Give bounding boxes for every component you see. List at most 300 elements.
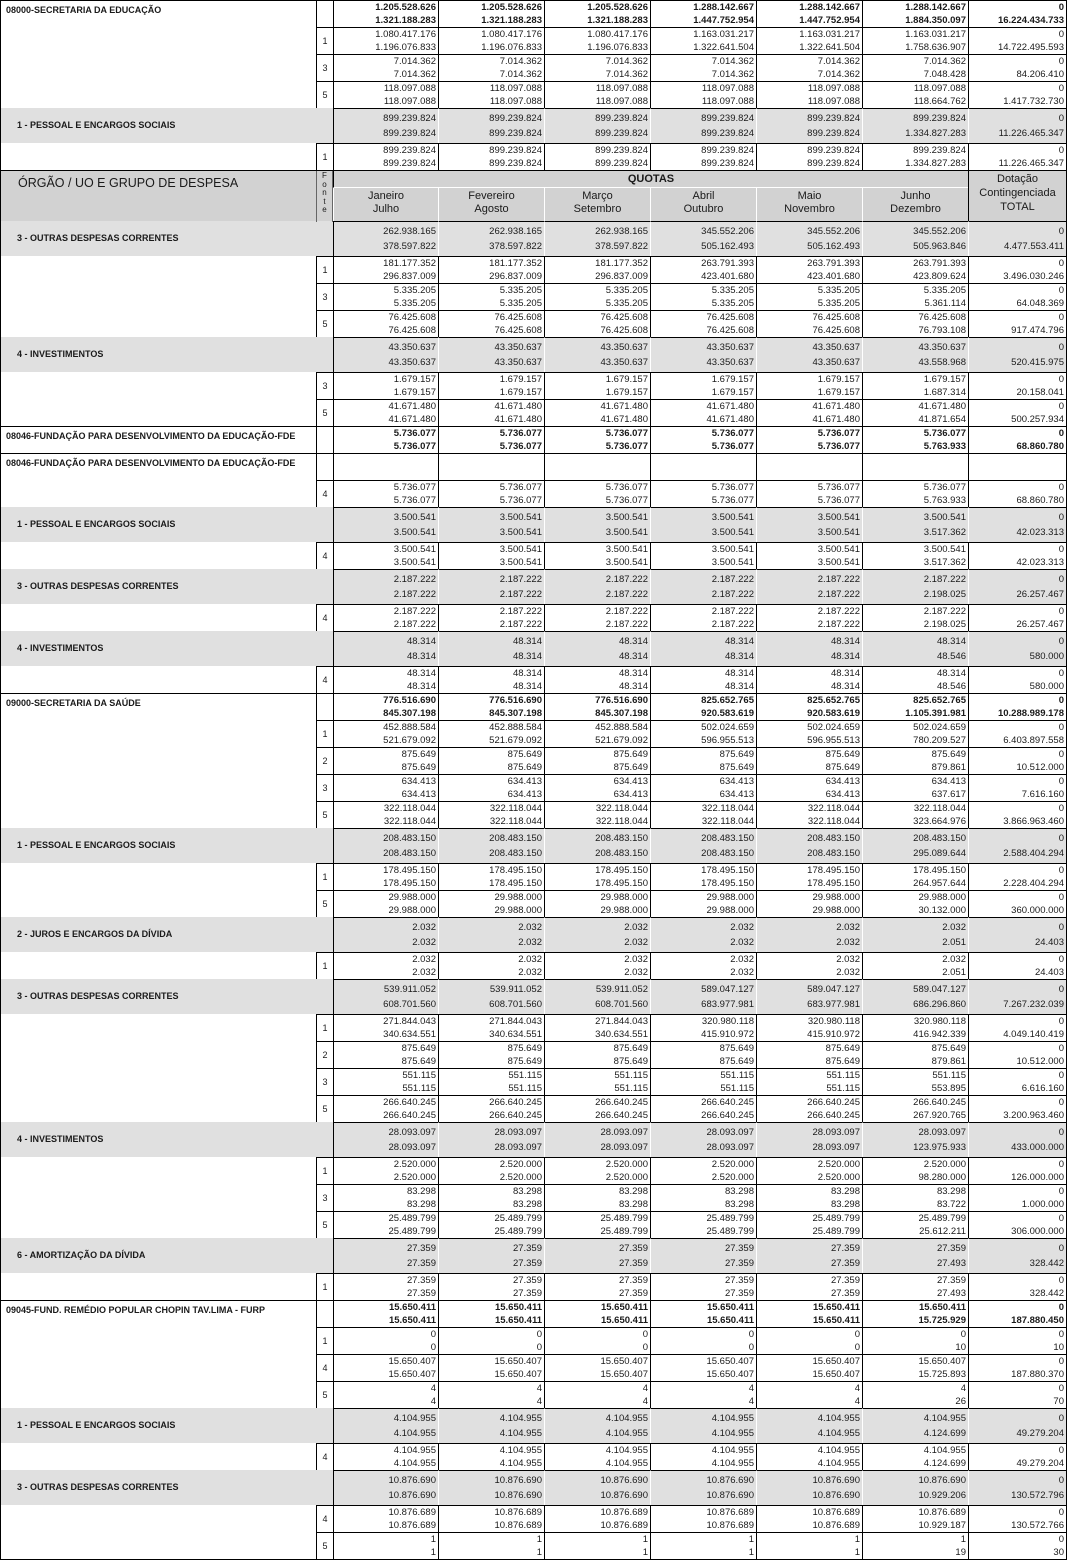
quota-first-half-value: 48.314 — [724, 636, 754, 647]
quota-second-half-value: 296.837.009 — [383, 271, 436, 282]
quota-second-half-value: 2.187.222 — [817, 589, 860, 600]
quota-second-half-value: 1.322.641.504 — [693, 42, 754, 53]
orgao-label: 08046-FUNDAÇÃO PARA DESENVOLVIMENTO DA EDUCAÇÃO-FDE — [0, 453, 316, 480]
contingenciada-total-cell — [968, 1354, 1067, 1381]
contingenciada-value: 0 — [1058, 668, 1064, 679]
quota-first-half-value: 875.649 — [825, 749, 860, 760]
quota-cell — [862, 54, 968, 81]
quota-cell — [756, 399, 862, 426]
quota-cell — [756, 1014, 862, 1041]
fonte-code: 1 — [316, 1273, 333, 1300]
contingenciada-value: 0 — [1058, 512, 1064, 523]
quota-first-half-value: 4.104.955 — [817, 1413, 860, 1424]
contingenciada-total-cell — [968, 979, 1067, 1014]
quota-second-half-value: 118.097.088 — [595, 96, 648, 107]
contingenciada-total-cell — [968, 952, 1067, 979]
quota-second-half-value: 1.687.314 — [923, 387, 966, 398]
quota-cell — [544, 1238, 650, 1273]
quota-first-half-value: 1 — [642, 1534, 648, 1545]
quota-second-half-value: 634.413 — [613, 789, 648, 800]
expense-group-label: 1 - PESSOAL E ENCARGOS SOCIAIS — [0, 507, 333, 542]
quota-first-half-value: 25.489.799 — [918, 1213, 966, 1224]
quota-first-half-value: 899.239.824 — [595, 113, 648, 124]
quota-cell — [650, 1470, 756, 1505]
fonte-row — [0, 1354, 1067, 1381]
row-label — [0, 81, 316, 108]
quota-cell — [544, 952, 650, 979]
quota-second-half-value: 899.239.824 — [807, 128, 860, 139]
quota-first-half-value: 322.118.044 — [807, 803, 860, 814]
quota-second-half-value: 1.679.157 — [499, 387, 542, 398]
quota-second-half-value: 7.048.428 — [923, 69, 966, 80]
contingenciada-value: 0 — [1058, 984, 1064, 995]
fonte-row — [0, 1211, 1067, 1238]
quota-second-half-value: 1.679.157 — [711, 387, 754, 398]
total-value: 3.200.963.460 — [1003, 1110, 1064, 1121]
contingenciada-value: 0 — [1058, 954, 1064, 965]
quota-cell — [438, 666, 544, 693]
expense-group-row — [0, 631, 1067, 666]
row-label — [0, 1095, 316, 1122]
quota-cell — [544, 143, 650, 170]
quota-second-half-value: 25.489.799 — [706, 1226, 754, 1237]
contingenciada-value: 0 — [1058, 606, 1064, 617]
quota-first-half-value: 271.844.043 — [489, 1016, 542, 1027]
quota-second-half-value: 2.187.222 — [711, 619, 754, 630]
quota-cell — [333, 1327, 438, 1354]
quota-second-half-value: 4 — [536, 1396, 542, 1407]
expense-group-row — [0, 1408, 1067, 1443]
quota-second-half-value: 2.198.025 — [923, 589, 966, 600]
quota-second-half-value: 899.239.824 — [701, 158, 754, 169]
quota-first-half-value: 41.671.480 — [494, 401, 542, 412]
fonte-code: 1 — [316, 1014, 333, 1041]
total-value: 6.403.897.558 — [1003, 735, 1064, 746]
quota-second-half-value: 266.640.245 — [807, 1110, 860, 1121]
quota-second-half-value: 178.495.150 — [595, 878, 648, 889]
quota-second-half-value: 3.500.541 — [711, 557, 754, 568]
quota-first-half-value: 5.335.205 — [711, 285, 754, 296]
quota-first-half-value: 539.911.052 — [489, 984, 542, 995]
quota-second-half-value: 1.447.752.954 — [693, 15, 754, 26]
quota-first-half-value: 2.032 — [624, 954, 648, 965]
quota-cell — [756, 1211, 862, 1238]
quota-second-half-value: 10.876.690 — [388, 1490, 436, 1501]
contingenciada-total-cell — [968, 283, 1067, 310]
quota-second-half-value: 423.809.624 — [913, 271, 966, 282]
quota-first-half-value: 5.736.077 — [817, 482, 860, 493]
fonte-row — [0, 1532, 1067, 1559]
quota-cell — [333, 1211, 438, 1238]
quota-second-half-value: 879.861 — [931, 1056, 966, 1067]
quota-cell — [756, 666, 862, 693]
quota-cell — [650, 1300, 756, 1327]
expense-group-row — [0, 221, 1067, 256]
quota-cell — [650, 1014, 756, 1041]
quota-first-half-value: 208.483.150 — [701, 833, 754, 844]
quota-cell — [862, 27, 968, 54]
contingenciada-total-cell — [968, 666, 1067, 693]
contingenciada-value: 0 — [1058, 922, 1064, 933]
quota-second-half-value: 521.679.092 — [383, 735, 436, 746]
contingenciada-value: 0 — [1058, 145, 1064, 156]
quota-cell — [650, 828, 756, 863]
quota-second-half-value: 43.350.637 — [494, 357, 542, 368]
contingenciada-total-cell — [968, 480, 1067, 507]
quota-cell — [756, 1327, 862, 1354]
contingenciada-total-cell — [968, 1014, 1067, 1041]
quota-first-half-value: 41.671.480 — [706, 401, 754, 412]
total-value: 24.403 — [1034, 967, 1064, 978]
contingenciada-total-cell — [968, 1068, 1067, 1095]
quota-first-half-value: 3.500.541 — [393, 544, 436, 555]
quota-second-half-value: 2.051 — [942, 937, 966, 948]
quota-first-half-value: 589.047.127 — [913, 984, 966, 995]
quota-second-half-value: 10.929.206 — [918, 1490, 966, 1501]
quota-first-half-value: 118.097.088 — [383, 83, 436, 94]
month-first-half: Abril — [692, 190, 715, 202]
quota-second-half-value: 637.617 — [931, 789, 966, 800]
total-value: 49.279.204 — [1016, 1428, 1064, 1439]
expense-group-row — [0, 108, 1067, 143]
total-value: 70 — [1053, 1396, 1064, 1407]
quota-cell — [650, 1238, 756, 1273]
quota-second-half-value: 48.314 — [830, 651, 860, 662]
quota-second-half-value: 2.051 — [942, 967, 966, 978]
quota-first-half-value: 181.177.352 — [595, 258, 648, 269]
total-value: 42.023.313 — [1016, 557, 1064, 568]
quota-cell — [333, 1532, 438, 1559]
quota-first-half-value: 262.938.165 — [489, 226, 542, 237]
quota-cell — [862, 81, 968, 108]
contingenciada-total-cell — [968, 507, 1067, 542]
quota-first-half-value: 502.024.659 — [913, 722, 966, 733]
quota-second-half-value: 3.500.541 — [499, 557, 542, 568]
quota-cell — [333, 0, 438, 27]
quota-first-half-value: 178.495.150 — [383, 865, 436, 876]
quota-cell — [862, 693, 968, 720]
quota-second-half-value: 4.104.955 — [605, 1458, 648, 1469]
quota-first-half-value: 2.187.222 — [499, 574, 542, 585]
quota-second-half-value: 28.093.097 — [600, 1142, 648, 1153]
quota-second-half-value: 208.483.150 — [383, 848, 436, 859]
quota-first-half-value: 15.650.407 — [706, 1356, 754, 1367]
quota-second-half-value: 15.650.411 — [388, 1315, 436, 1326]
quota-second-half-value: 0 — [430, 1342, 436, 1353]
quota-second-half-value: 43.350.637 — [388, 357, 436, 368]
quota-first-half-value: 4.104.955 — [499, 1445, 542, 1456]
fonte-code: 3 — [316, 1068, 333, 1095]
quota-cell — [650, 337, 756, 372]
quota-second-half-value: 1.322.641.504 — [799, 42, 860, 53]
quota-first-half-value: 76.425.608 — [494, 312, 542, 323]
fonte-row — [0, 801, 1067, 828]
quota-first-half-value: 320.980.118 — [807, 1016, 860, 1027]
fonte-code: 1 — [316, 143, 333, 170]
quota-cell — [756, 1300, 862, 1327]
quota-second-half-value: 83.298 — [724, 1199, 754, 1210]
quota-second-half-value: 208.483.150 — [595, 848, 648, 859]
quota-cell — [756, 54, 862, 81]
quota-first-half-value: 266.640.245 — [595, 1097, 648, 1108]
quota-cell — [862, 863, 968, 890]
quota-second-half-value: 1.679.157 — [605, 387, 648, 398]
fonte-code: 1 — [316, 27, 333, 54]
quota-first-half-value: 551.115 — [826, 1070, 860, 1081]
quota-cell — [333, 1300, 438, 1327]
quota-cell — [438, 1273, 544, 1300]
quota-cell — [438, 283, 544, 310]
quota-first-half-value: 15.650.407 — [918, 1356, 966, 1367]
quota-cell — [333, 542, 438, 569]
total-value: 360.000.000 — [1011, 905, 1064, 916]
fonte-row — [0, 399, 1067, 426]
header-month-pair — [862, 188, 968, 222]
fonte-code: 4 — [316, 1443, 333, 1470]
quota-cell — [438, 221, 544, 256]
quota-cell — [544, 631, 650, 666]
fonte-row — [0, 1157, 1067, 1184]
quota-cell — [650, 1184, 756, 1211]
quota-first-half-value: 2.520.000 — [393, 1159, 436, 1170]
quota-second-half-value: 26 — [955, 1396, 966, 1407]
contingenciada-total-cell — [968, 631, 1067, 666]
quota-first-half-value: 3.500.541 — [605, 544, 648, 555]
quota-first-half-value: 118.097.088 — [913, 83, 966, 94]
quota-first-half-value: 10.876.690 — [600, 1475, 648, 1486]
quota-second-half-value: 1.196.076.833 — [587, 42, 648, 53]
quota-cell — [544, 480, 650, 507]
quota-cell — [650, 979, 756, 1014]
quota-first-half-value: 4.104.955 — [711, 1413, 754, 1424]
quota-first-half-value: 3.500.541 — [393, 512, 436, 523]
quota-cell — [333, 453, 438, 480]
fonte-row — [0, 283, 1067, 310]
quota-first-half-value: 875.649 — [401, 1043, 436, 1054]
total-value: 10.288.989.178 — [997, 708, 1064, 719]
quota-first-half-value: 1.205.528.626 — [481, 2, 542, 13]
contingenciada-value: 0 — [1058, 482, 1064, 493]
contingenciada-value: 0 — [1058, 401, 1064, 412]
quota-second-half-value: 5.335.205 — [499, 298, 542, 309]
total-value: 84.206.410 — [1016, 69, 1064, 80]
expense-group-row — [0, 1122, 1067, 1157]
quota-second-half-value: 2.187.222 — [393, 589, 436, 600]
quota-first-half-value: 899.239.824 — [807, 113, 860, 124]
quota-first-half-value: 0 — [536, 1329, 542, 1340]
quota-second-half-value: 48.314 — [618, 681, 648, 692]
total-value: 7.267.232.039 — [1003, 999, 1064, 1010]
quota-first-half-value: 4.104.955 — [499, 1413, 542, 1424]
fonte-row — [0, 1505, 1067, 1532]
quota-first-half-value: 3.500.541 — [817, 512, 860, 523]
quota-first-half-value: 5.736.077 — [393, 482, 436, 493]
total-value: 1.000.000 — [1021, 1199, 1064, 1210]
quota-first-half-value: 48.314 — [830, 636, 860, 647]
quota-cell — [650, 1443, 756, 1470]
quota-first-half-value: 76.425.608 — [600, 312, 648, 323]
quota-cell — [333, 747, 438, 774]
quota-second-half-value: 323.664.976 — [913, 816, 966, 827]
quota-second-half-value: 178.495.150 — [701, 878, 754, 889]
quota-second-half-value: 83.298 — [830, 1199, 860, 1210]
quota-second-half-value: 296.837.009 — [489, 271, 542, 282]
quota-cell — [438, 372, 544, 399]
quota-first-half-value: 271.844.043 — [595, 1016, 648, 1027]
quota-second-half-value: 3.500.541 — [817, 557, 860, 568]
contingenciada-total-cell — [968, 569, 1067, 604]
quota-second-half-value: 0 — [854, 1342, 860, 1353]
quota-cell — [862, 917, 968, 952]
quota-first-half-value: 27.359 — [936, 1243, 966, 1254]
quota-cell — [862, 480, 968, 507]
quota-first-half-value: 322.118.044 — [913, 803, 966, 814]
quota-cell — [544, 108, 650, 143]
quota-cell — [650, 863, 756, 890]
fonte-code: 1 — [316, 1327, 333, 1354]
quota-cell — [544, 399, 650, 426]
quota-second-half-value: 29.988.000 — [812, 905, 860, 916]
quota-second-half-value: 10.876.689 — [706, 1520, 754, 1531]
quota-first-half-value: 4 — [960, 1383, 966, 1394]
quota-second-half-value: 178.495.150 — [807, 878, 860, 889]
quota-cell — [333, 256, 438, 283]
contingenciada-value: 0 — [1058, 722, 1064, 733]
total-value: 2.228.404.294 — [1003, 878, 1064, 889]
quota-cell — [756, 1095, 862, 1122]
fonte-code: 5 — [316, 399, 333, 426]
quota-second-half-value: 4.104.955 — [393, 1458, 436, 1469]
contingenciada-total-cell — [968, 1408, 1067, 1443]
quota-cell — [333, 828, 438, 863]
total-value: 500.257.934 — [1011, 414, 1064, 425]
quota-first-half-value: 15.650.407 — [812, 1356, 860, 1367]
fonte-row — [0, 720, 1067, 747]
header-dotacao-line: TOTAL — [1000, 201, 1035, 213]
quota-cell — [333, 426, 438, 453]
quota-cell — [438, 1381, 544, 1408]
quota-cell — [333, 1068, 438, 1095]
expense-group-label: 3 - OUTRAS DESPESAS CORRENTES — [0, 1470, 333, 1505]
fonte-row — [0, 666, 1067, 693]
quota-cell — [544, 569, 650, 604]
quota-first-half-value: 2.187.222 — [393, 606, 436, 617]
quota-second-half-value: 899.239.824 — [807, 158, 860, 169]
quota-first-half-value: 1.288.142.667 — [693, 2, 754, 13]
contingenciada-value: 0 — [1058, 865, 1064, 876]
quota-first-half-value: 1.288.142.667 — [799, 2, 860, 13]
fonte-row — [0, 890, 1067, 917]
quota-second-half-value: 845.307.198 — [383, 708, 436, 719]
quota-cell — [650, 917, 756, 952]
row-label — [0, 1041, 316, 1068]
quota-second-half-value: 875.649 — [719, 762, 754, 773]
quota-first-half-value: 1.080.417.176 — [481, 29, 542, 40]
quota-cell — [756, 1273, 862, 1300]
quota-first-half-value: 634.413 — [719, 776, 754, 787]
quota-cell — [544, 256, 650, 283]
quota-second-half-value: 28.093.097 — [706, 1142, 754, 1153]
quota-cell — [544, 283, 650, 310]
total-value: 3.866.963.460 — [1003, 816, 1064, 827]
quota-cell — [333, 631, 438, 666]
contingenciada-total-cell — [968, 1381, 1067, 1408]
quota-cell — [438, 1354, 544, 1381]
quota-second-half-value: 551.115 — [720, 1083, 754, 1094]
quota-cell — [333, 399, 438, 426]
quota-first-half-value: 5.335.205 — [923, 285, 966, 296]
quota-cell — [756, 1157, 862, 1184]
row-label — [0, 54, 316, 81]
quota-first-half-value: 899.239.824 — [489, 145, 542, 156]
expense-group-row — [0, 917, 1067, 952]
quota-cell — [333, 1505, 438, 1532]
quota-cell — [544, 666, 650, 693]
quota-cell — [862, 1354, 968, 1381]
quota-second-half-value: 10.929.187 — [918, 1520, 966, 1531]
quota-second-half-value: 7.014.362 — [605, 69, 648, 80]
quota-cell — [333, 1184, 438, 1211]
total-value: 130.572.766 — [1011, 1520, 1064, 1531]
quota-first-half-value: 899.239.824 — [913, 113, 966, 124]
quota-first-half-value: 589.047.127 — [701, 984, 754, 995]
quota-first-half-value: 10.876.690 — [494, 1475, 542, 1486]
quota-second-half-value: 48.314 — [406, 681, 436, 692]
quota-second-half-value: 3.500.541 — [817, 527, 860, 538]
quota-first-half-value: 1.205.528.626 — [587, 2, 648, 13]
quota-first-half-value: 178.495.150 — [701, 865, 754, 876]
quota-second-half-value: 875.649 — [825, 762, 860, 773]
total-value: 520.415.975 — [1011, 357, 1064, 368]
quota-cell — [862, 507, 968, 542]
contingenciada-total-cell — [968, 693, 1067, 720]
quota-second-half-value: 178.495.150 — [489, 878, 542, 889]
contingenciada-value: 0 — [1058, 226, 1064, 237]
quota-first-half-value: 452.888.584 — [595, 722, 648, 733]
quota-first-half-value: 2.187.222 — [605, 606, 648, 617]
quota-second-half-value: 2.520.000 — [605, 1172, 648, 1183]
quota-second-half-value: 5.736.077 — [393, 441, 436, 452]
quota-second-half-value: 1 — [430, 1547, 436, 1558]
quota-second-half-value: 875.649 — [401, 762, 436, 773]
quota-cell — [438, 143, 544, 170]
quota-second-half-value: 5.736.077 — [817, 495, 860, 506]
quota-first-half-value: 178.495.150 — [807, 865, 860, 876]
quota-cell — [438, 1068, 544, 1095]
contingenciada-value: 0 — [1058, 428, 1064, 439]
fonte-row — [0, 1273, 1067, 1300]
month-second-half: Outubro — [683, 203, 724, 215]
quota-first-half-value: 634.413 — [401, 776, 436, 787]
quota-cell — [544, 54, 650, 81]
quota-first-half-value: 4 — [430, 1383, 436, 1394]
quota-cell — [438, 720, 544, 747]
quota-first-half-value: 875.649 — [931, 1043, 966, 1054]
quota-second-half-value: 423.401.680 — [701, 271, 754, 282]
quota-first-half-value: 181.177.352 — [489, 258, 542, 269]
quota-first-half-value: 48.314 — [512, 668, 542, 679]
quota-cell — [650, 54, 756, 81]
quota-second-half-value: 27.359 — [830, 1258, 860, 1269]
quota-first-half-value: 551.115 — [720, 1070, 754, 1081]
contingenciada-value: 0 — [1058, 803, 1064, 814]
quota-cell — [544, 1273, 650, 1300]
contingenciada-value: 0 — [1058, 374, 1064, 385]
quota-second-half-value: 27.359 — [512, 1288, 542, 1299]
quota-cell — [862, 747, 968, 774]
fonte-code: 4 — [316, 1505, 333, 1532]
contingenciada-value: 0 — [1058, 83, 1064, 94]
